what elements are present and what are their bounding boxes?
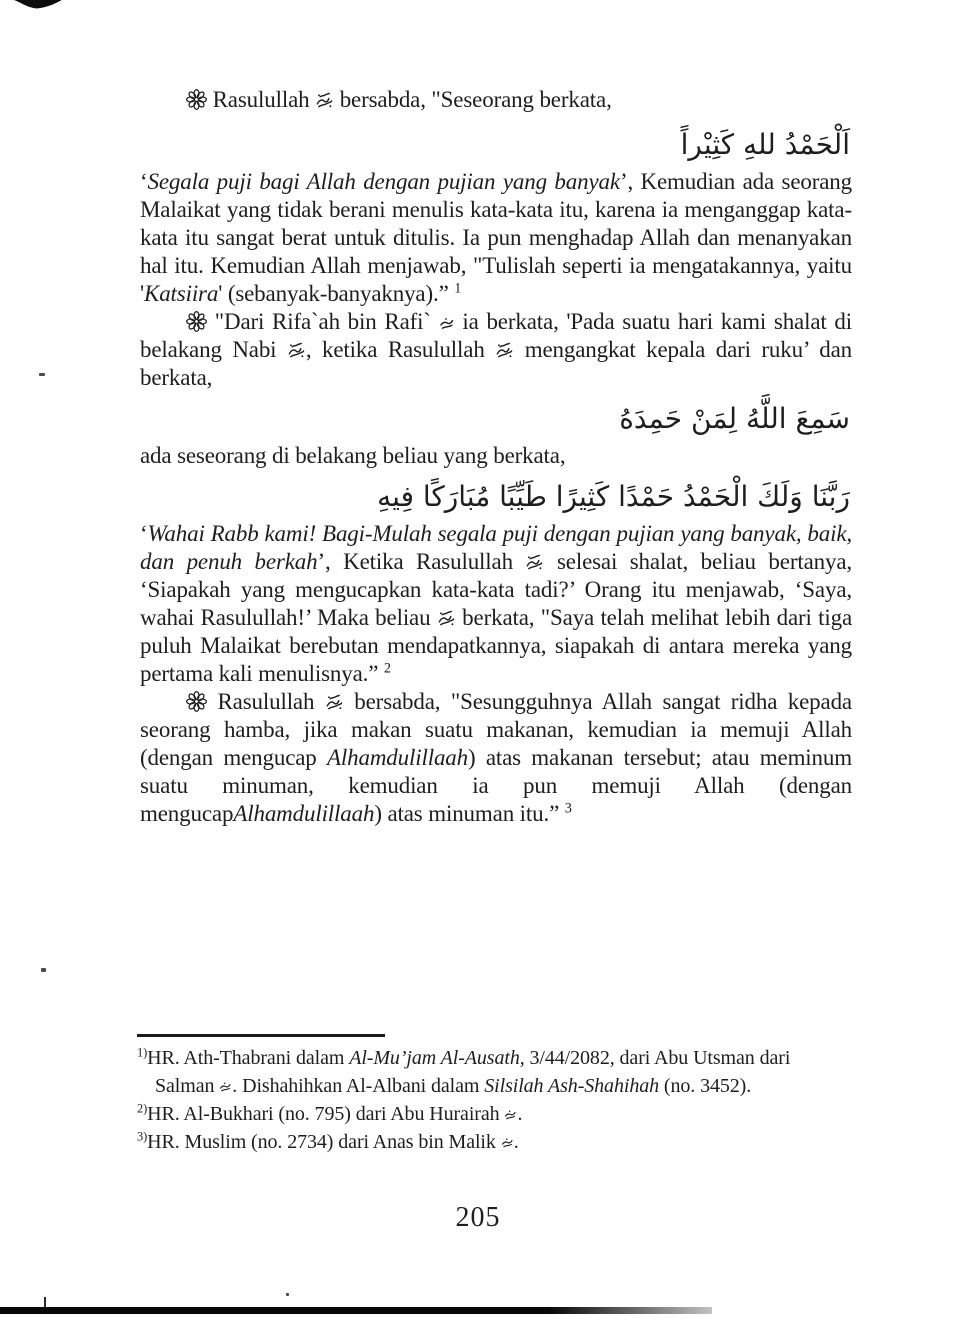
- flower-ornament-icon: [186, 311, 207, 332]
- hadith-intro-3: [140, 688, 852, 828]
- text-segment: , ketika Rasulullah: [305, 337, 496, 362]
- flower-ornament-icon: [186, 89, 207, 110]
- footnote-marker: 1): [137, 1045, 148, 1060]
- hadith-translation-2: [140, 520, 852, 688]
- text-segment: bersabda, "Sesungguhnya Allah sangat ridha kepada seorang hamba, jika makan suatu makanan, kemudian ia memuji Allah (dengan mengucap: [140, 689, 852, 770]
- footnote-2: [137, 1100, 851, 1128]
- main-text-column: [140, 86, 852, 828]
- hadith-intro-2: [140, 308, 852, 392]
- text-segment: "Dari Rifa`ah bin Rafi`: [207, 309, 439, 334]
- text-segment: .: [513, 1131, 519, 1153]
- text-segment: ’, Ketika Rasulullah: [317, 549, 526, 574]
- text-segment: Wahai Rabb kami! Bagi-Mulah segala puji dengan pujian yang banyak, baik, dan penuh berkah: [140, 521, 852, 574]
- sallallahu-alaihi-wasallam-icon: [315, 91, 334, 110]
- text-segment: ) atas makanan tersebut; atau meminum suatu minuman, kemudian ia pun memuji Allah (dengan mengucap: [140, 745, 852, 826]
- radhiyallahu-anhu-icon: [439, 315, 455, 331]
- radhiyallahu-anhu-icon: [504, 1108, 517, 1121]
- footnote-marker: 2: [383, 660, 391, 677]
- text-segment: mengangkat kepala dari ruku’ dan berkata,: [140, 337, 852, 390]
- text-segment: Alhamdulillaah: [326, 745, 468, 770]
- text-segment: berkata, "Saya telah melihat lebih dari tiga puluh Malaikat berebutan mendapatkannya, siapakah di antara mereka yang pertama kali menulisnya.”: [140, 605, 853, 686]
- text-segment: .: [517, 1103, 523, 1125]
- radhiyallahu-anhu-icon: [501, 1136, 514, 1149]
- text-segment: . Dishahihkan Al-Albani dalam: [232, 1075, 485, 1097]
- sallallahu-alaihi-wasallam-icon: [495, 341, 514, 360]
- text-segment: ‘: [140, 521, 148, 546]
- text-segment: ' (sebanyak-banyaknya).”: [218, 281, 455, 306]
- hadith-translation-1: [140, 168, 852, 308]
- arabic-line-1: اَلْحَمْدُ للهِ كَثِيْراً: [680, 128, 850, 161]
- text-segment: Alhamdulillaah: [233, 801, 375, 826]
- text-segment: Rasulullah: [207, 87, 316, 112]
- text-segment: HR. Ath-Thabrani dalam: [147, 1047, 350, 1069]
- scan-speck: [286, 1293, 289, 1296]
- text-segment: , 3/44/2082, dari Abu Utsman dari Salman: [155, 1047, 791, 1097]
- footnote-marker: 3): [137, 1129, 148, 1144]
- hadith-intro-1: [140, 86, 852, 114]
- arabic-line-2: سَمِعَ اللَّهُ لِمَنْ حَمِدَهُ: [619, 402, 850, 435]
- footnote-1: [137, 1044, 851, 1100]
- text-segment: Al-Mu’jam Al-Ausath: [349, 1047, 520, 1069]
- text-segment: ada seseorang di belakang beliau yang berkata,: [140, 443, 566, 468]
- footnote-marker: 2): [137, 1101, 148, 1116]
- sallallahu-alaihi-wasallam-icon: [437, 609, 456, 628]
- sallallahu-alaihi-wasallam-icon: [325, 693, 344, 712]
- radhiyallahu-anhu-icon: [219, 1080, 232, 1093]
- sallallahu-alaihi-wasallam-icon: [287, 341, 306, 360]
- flower-ornament-icon: [186, 691, 207, 712]
- scan-edge-bar: [0, 1307, 712, 1314]
- footnote-3: [137, 1128, 851, 1156]
- footnote-marker: 3: [564, 800, 572, 817]
- text-segment: Silsilah Ash-Shahihah: [484, 1075, 660, 1097]
- page-number: 205: [455, 1202, 501, 1233]
- text-segment: selesai shalat, beliau bertanya, ‘Siapakah yang mengucapkan kata-kata tadi?’ Orang itu menjawab, ‘Saya, wahai Rasulullah!’ Maka beliau: [140, 549, 852, 630]
- text-segment: Segala puji bagi Allah dengan pujian yang banyak: [147, 169, 620, 194]
- text-segment: ’, Kemudian ada seorang Malaikat yang tidak berani menulis kata-kata itu, karena ia menganggap kata-kata itu sangat berat untuk ditulis. Ia pun menghadap Allah dan menanyakan hal itu. Kemudian Allah menjawab, "Tulislah seperti ia mengatakannya, yaitu ': [140, 169, 852, 306]
- text-segment: ) atas minuman itu.”: [374, 801, 565, 826]
- text-segment: Rasulullah: [207, 689, 325, 714]
- text-segment: Katsiira: [144, 281, 219, 306]
- sallallahu-alaihi-wasallam-icon: [525, 553, 544, 572]
- hadith-narrative-2: [140, 442, 852, 470]
- text-segment: HR. Al-Bukhari (no. 795) dari Abu Hurairah: [147, 1103, 505, 1125]
- text-segment: ia berkata, 'Pada suatu hari kami shalat di belakang Nabi: [140, 309, 852, 362]
- scan-speck: [41, 968, 46, 972]
- arabic-line-3: رَبَّنَا وَلَكَ الْحَمْدُ حَمْدًا كَثِيرًا طَيِّبًا مُبَارَكًا فِيهِ: [377, 480, 850, 513]
- corner-scan-artifact: [12, 0, 62, 12]
- footnote-separator: [137, 1034, 385, 1037]
- text-segment: (no. 3452).: [659, 1075, 752, 1097]
- text-segment: ‘: [140, 169, 148, 194]
- text-segment: bersabda, "Seseorang berkata,: [334, 87, 612, 112]
- text-segment: HR. Muslim (no. 2734) dari Anas bin Malik: [147, 1131, 501, 1153]
- footnote-marker: 1: [454, 280, 462, 297]
- footnote-area: [137, 1034, 851, 1156]
- scan-speck: [39, 373, 45, 376]
